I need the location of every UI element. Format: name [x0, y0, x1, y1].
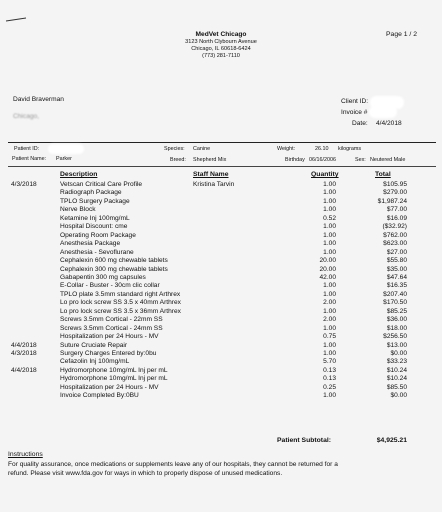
patient-name-label: Patient Name:: [12, 156, 47, 162]
line-item-row: [0, 189, 442, 197]
subtotal-label: Patient Subtotal:: [277, 437, 331, 444]
line-item-row: [0, 342, 442, 350]
line-item-total: $170.50: [383, 299, 407, 307]
line-item-quantity: 5.70: [323, 358, 336, 366]
line-item-row: [0, 384, 442, 392]
line-item-description: Anesthesia - Sevoflurane: [60, 248, 134, 256]
line-item-quantity: 1.00: [323, 240, 336, 248]
line-item-description: Hospitalization per 24 Hours - MV: [60, 333, 159, 341]
line-item-quantity: 1.00: [323, 307, 336, 315]
line-item-total: $85.25: [386, 307, 407, 315]
line-item-row: [0, 392, 442, 400]
patient-name-value: Parker: [56, 156, 72, 162]
column-header-staff: Staff Name: [193, 171, 229, 178]
line-item-quantity: 42.00: [319, 273, 336, 281]
weight-value: 26.10: [315, 146, 329, 152]
line-item-quantity: 0.13: [323, 366, 336, 374]
line-item-row: [0, 367, 442, 375]
line-item-total: $105.95: [383, 181, 407, 188]
line-item-description: Hospitalization per 24 Hours - MV: [60, 383, 159, 391]
divider: [8, 142, 436, 143]
line-item-description: Suture Cruciate Repair: [60, 341, 128, 349]
line-item-description: Hospital Discount: cme: [60, 223, 128, 231]
line-item-total: $33.23: [386, 358, 407, 366]
clinic-address-1: 3123 North Clybourn Avenue: [185, 39, 257, 45]
line-item-quantity: 1.00: [323, 341, 336, 349]
date-label: Date:: [352, 120, 368, 127]
line-item-description: Cefazolin Inj 100mg/mL: [60, 358, 130, 366]
line-item-total: $55.80: [386, 257, 407, 265]
line-item-staff: Kristina Tarvin: [193, 181, 235, 188]
species-value: Canine: [193, 146, 211, 152]
pen-mark: [5, 17, 27, 22]
client-name: David Braverman: [13, 96, 64, 103]
line-item-description: TPLO plate 3.5mm standard right Arthrex: [60, 290, 181, 298]
instructions-title: Instructions: [8, 451, 43, 458]
client-city: Chicago,: [13, 113, 40, 120]
line-item-description: Surgery Charges Entered by:0bu: [60, 350, 157, 357]
line-item-total: $16.35: [386, 282, 407, 290]
line-item-quantity: 0.52: [323, 214, 336, 222]
line-item-quantity: 0.13: [323, 375, 336, 383]
instructions-line-2: refund. Please visit www.fda.gov for ways in which to properly dispose of unused medications.: [8, 470, 283, 477]
patient-id-label: Patient ID:: [14, 146, 40, 152]
line-item-date: 4/4/2018: [11, 366, 37, 374]
column-header-description: Description: [60, 171, 98, 178]
breed-label: Breed:: [170, 157, 186, 163]
line-item-description: TPLO Surgery Package: [60, 197, 130, 205]
line-item-row: [0, 249, 442, 257]
line-item-quantity: 1.00: [323, 197, 336, 205]
line-item-total: $27.00: [386, 248, 407, 256]
line-item-quantity: 1.00: [323, 282, 336, 290]
sex-label: Sex:: [355, 157, 366, 163]
line-item-total: $85.50: [386, 383, 407, 391]
line-item-total: $77.00: [386, 206, 407, 214]
client-id-label: Client ID:: [341, 98, 369, 105]
invoice-redacted: [369, 106, 397, 118]
line-item-row: [0, 181, 442, 189]
line-item-total: $16.09: [386, 214, 407, 222]
line-item-description: Anesthesia Package: [60, 240, 121, 248]
line-item-quantity: 0.75: [323, 333, 336, 341]
line-item-description: Lo pro lock screw SS 3.5 x 36mm Arthrex: [60, 307, 181, 315]
line-item-row: [0, 240, 442, 248]
column-header-total: Total: [375, 171, 391, 178]
column-header-quantity: Quantity: [311, 171, 339, 178]
line-item-row: [0, 333, 442, 341]
line-item-quantity: 0.25: [323, 383, 336, 391]
line-item-row: [0, 350, 442, 358]
line-item-quantity: 1.00: [323, 248, 336, 256]
line-item-total: $0.00: [390, 350, 407, 357]
line-item-quantity: 1.00: [323, 350, 336, 357]
instructions-line-1: For quality assurance, once medications or supplements leave any of our hospitals, they cannot be returned for a: [8, 461, 338, 468]
line-item-description: Hydromorphone 10mg/mL Inj per mL: [60, 375, 168, 383]
line-item-quantity: 1.00: [323, 324, 336, 332]
line-item-quantity: 2.00: [323, 316, 336, 324]
birthday-value: 06/16/2006: [309, 157, 336, 163]
line-item-description: Nerve Block: [60, 206, 96, 214]
line-item-quantity: 1.00: [323, 189, 336, 197]
line-item-description: Operating Room Package: [60, 231, 136, 239]
line-item-row: [0, 375, 442, 383]
line-item-description: Cephalexin 600 mg chewable tablets: [60, 257, 168, 265]
line-item-total: $35.00: [386, 265, 407, 273]
line-item-description: Screws 3.5mm Cortical - 22mm SS: [60, 316, 163, 324]
line-item-quantity: 1.00: [323, 231, 336, 239]
line-item-row: [0, 257, 442, 265]
clinic-name: MedVet Chicago: [195, 31, 247, 38]
clinic-phone: (773) 281-7110: [202, 53, 240, 59]
line-item-description: E-Collar - Buster - 30cm clic collar: [60, 282, 160, 290]
weight-label: Weight:: [277, 146, 296, 152]
line-item-total: $13.00: [386, 341, 407, 349]
line-item-total: $36.00: [386, 316, 407, 324]
line-item-quantity: 20.00: [319, 257, 336, 265]
line-item-description: Radiograph Package: [60, 189, 122, 197]
birthday-label: Birthday: [285, 157, 305, 163]
line-item-total: $0.00: [390, 392, 407, 400]
line-item-date: 4/4/2018: [11, 341, 37, 349]
line-item-description: Ketamine Inj 100mg/mL: [60, 214, 130, 222]
line-item-quantity: 1.00: [323, 181, 336, 188]
line-item-row: [0, 232, 442, 240]
line-item-description: Screws 3.5mm Cortical - 24mm SS: [60, 324, 163, 332]
line-item-total: $1,987.24: [377, 197, 407, 205]
sex-value: Neutered Male: [370, 157, 406, 163]
line-item-row: [0, 215, 442, 223]
line-item-quantity: 1.00: [323, 223, 336, 231]
line-item-total: $47.64: [386, 273, 407, 281]
line-item-row: [0, 291, 442, 299]
line-item-total: $10.24: [386, 375, 407, 383]
date-value: 4/4/2018: [376, 120, 402, 127]
line-item-quantity: 20.00: [319, 265, 336, 273]
page-number: Page 1 / 2: [386, 31, 417, 38]
line-item-row: [0, 223, 442, 231]
subtotal-value: $4,925.21: [376, 437, 407, 444]
line-item-total: $10.24: [386, 366, 407, 374]
line-item-total: $256.50: [383, 333, 407, 341]
line-item-total: $623.00: [383, 240, 407, 248]
line-item-row: [0, 198, 442, 206]
line-item-row: [0, 274, 442, 282]
line-item-total: ($32.92): [382, 223, 407, 231]
line-item-quantity: 1.00: [323, 290, 336, 298]
weight-unit: kilograms: [338, 146, 362, 152]
line-item-quantity: 1.00: [323, 206, 336, 214]
line-item-row: [0, 308, 442, 316]
line-item-row: [0, 299, 442, 307]
line-item-description: Vetscan Critical Care Profile: [60, 181, 143, 188]
clinic-address-2: Chicago, IL 60618-6424: [191, 46, 251, 52]
line-item-date: 4/3/2018: [11, 350, 37, 357]
line-item-row: [0, 316, 442, 324]
breed-value: Shepherd Mix: [193, 157, 227, 163]
line-item-date: 4/3/2018: [11, 181, 37, 188]
line-item-total: $18.00: [386, 324, 407, 332]
divider: [8, 166, 436, 167]
line-item-description: Invoice Completed By:0BU: [60, 392, 139, 400]
patient-id-redacted: [48, 144, 84, 154]
line-item-row: [0, 266, 442, 274]
line-item-description: Gabapentin 300 mg capsules: [60, 273, 146, 281]
line-item-total: $207.40: [383, 290, 407, 298]
line-item-quantity: 1.00: [323, 392, 336, 400]
line-item-description: Cephalexin 300 mg chewable tablets: [60, 265, 168, 273]
invoice-label: Invoice #: [341, 109, 368, 116]
line-item-quantity: 2.00: [323, 299, 336, 307]
line-item-total: $279.00: [383, 189, 407, 197]
line-item-row: [0, 282, 442, 290]
line-item-row: [0, 325, 442, 333]
line-item-row: [0, 358, 442, 366]
species-label: Species:: [164, 146, 185, 152]
line-item-description: Hydromorphone 10mg/mL Inj per mL: [60, 366, 168, 374]
line-item-description: Lo pro lock screw SS 3.5 x 40mm Arthrex: [60, 299, 181, 307]
line-item-total: $762.00: [383, 231, 407, 239]
line-item-row: [0, 206, 442, 214]
